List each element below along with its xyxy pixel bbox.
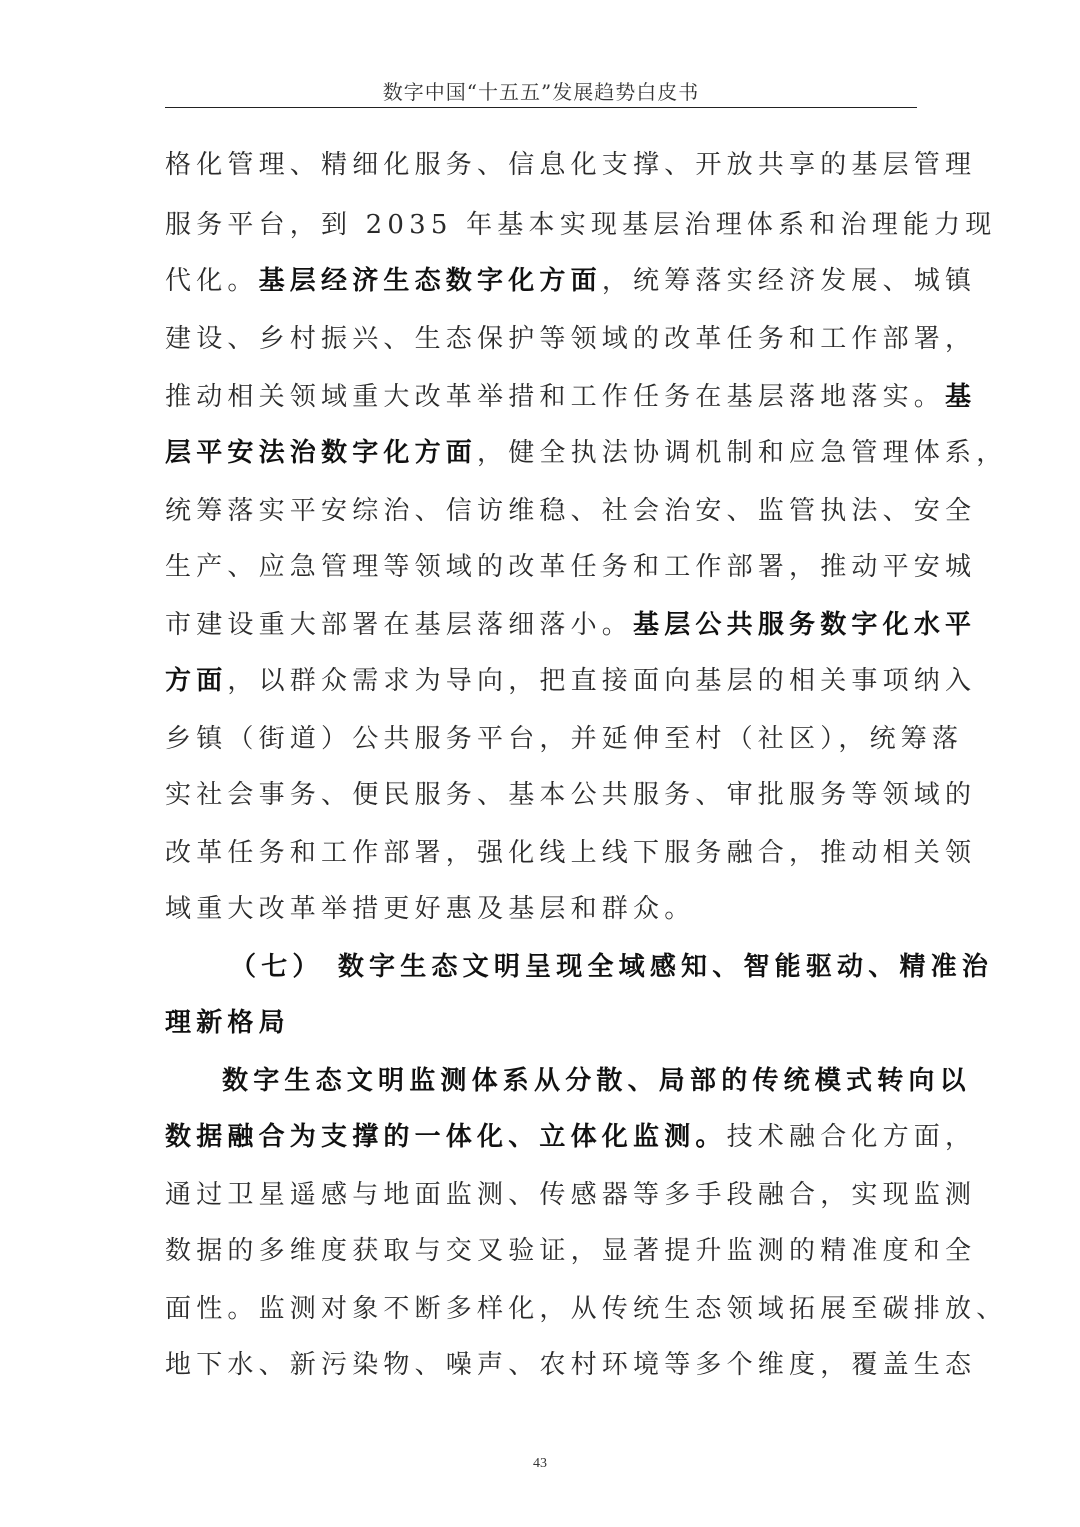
text-line (165, 605, 977, 645)
text-line: 域重大改革举措更好惠及基层和群众。 (165, 894, 696, 924)
bold-heading-run: 基 (945, 382, 977, 412)
text-run: ，以群众需求为导向，把直接面向基层的相关事项纳入 (227, 666, 977, 696)
bold-heading-run: 方面 (165, 666, 228, 696)
text-line: 服务平台，到 2035 年基本实现基层治理体系和治理能力现 (165, 210, 997, 240)
bold-heading-run: 数据融合为支撑的一体化、立体化监测。 (165, 1122, 727, 1152)
page-number: 43 (533, 1456, 547, 1471)
text-line: 改革任务和工作部署，强化线上线下服务融合，推动相关领 (165, 838, 977, 868)
bold-heading-run: 层平安法治数字化方面 (165, 438, 478, 468)
text-line (165, 661, 977, 701)
text-line (165, 433, 1008, 473)
header-divider (165, 107, 917, 108)
text-line: 格化管理、精细化服务、信息化支撑、开放共享的基层管理 (165, 150, 977, 180)
running-header: 数字中国“十五五”发展趋势白皮书 (382, 80, 700, 104)
text-line: 面性。监测对象不断多样化，从传统生态领域拓展至碳排放、 (165, 1294, 1008, 1324)
text-line: 建设、乡村振兴、生态保护等领域的改革任务和工作部署， (165, 324, 977, 354)
text-line: 实社会事务、便民服务、基本公共服务、审批服务等领域的 (165, 780, 977, 810)
text-line (165, 261, 977, 301)
text-run: ，统筹落实经济发展、城镇 (601, 266, 977, 296)
text-line (165, 1117, 977, 1157)
text-line: 乡镇（街道）公共服务平台，并延伸至村（社区），统筹落 (165, 724, 964, 754)
text-run: 推动相关领域重大改革举措和工作任务在基层落地落实。 (165, 382, 946, 412)
text-line: 生产、应急管理等领域的改革任务和工作部署，推动平安城 (165, 552, 977, 582)
text-line: 通过卫星遥感与地面监测、传感器等多手段融合，实现监测 (165, 1180, 977, 1210)
text-line: 数据的多维度获取与交叉验证，显著提升监测的精准度和全 (165, 1236, 977, 1266)
bold-heading-run: 基层经济生态数字化方面 (258, 266, 602, 296)
text-run: 技术融合化方面， (726, 1122, 977, 1152)
text-run: ，健全执法协调机制和应急管理体系， (477, 438, 1008, 468)
section-heading: （七） 数字生态文明呈现全域感知、智能驱动、精准治 (230, 952, 994, 982)
text-line (165, 377, 977, 417)
text-run: 市建设重大部署在基层落细落小。 (165, 610, 634, 640)
text-line: 地下水、新污染物、噪声、农村环境等多个维度，覆盖生态 (165, 1350, 977, 1380)
section-heading-continued: 理新格局 (165, 1008, 290, 1038)
text-line: 统筹落实平安综治、信访维稳、社会治安、监管执法、安全 (165, 496, 977, 526)
bold-heading-run: 基层公共服务数字化水平 (633, 610, 977, 640)
bold-lead-line: 数字生态文明监测体系从分散、局部的传统模式转向以 (222, 1066, 971, 1096)
text-run: 代化。 (165, 266, 259, 296)
